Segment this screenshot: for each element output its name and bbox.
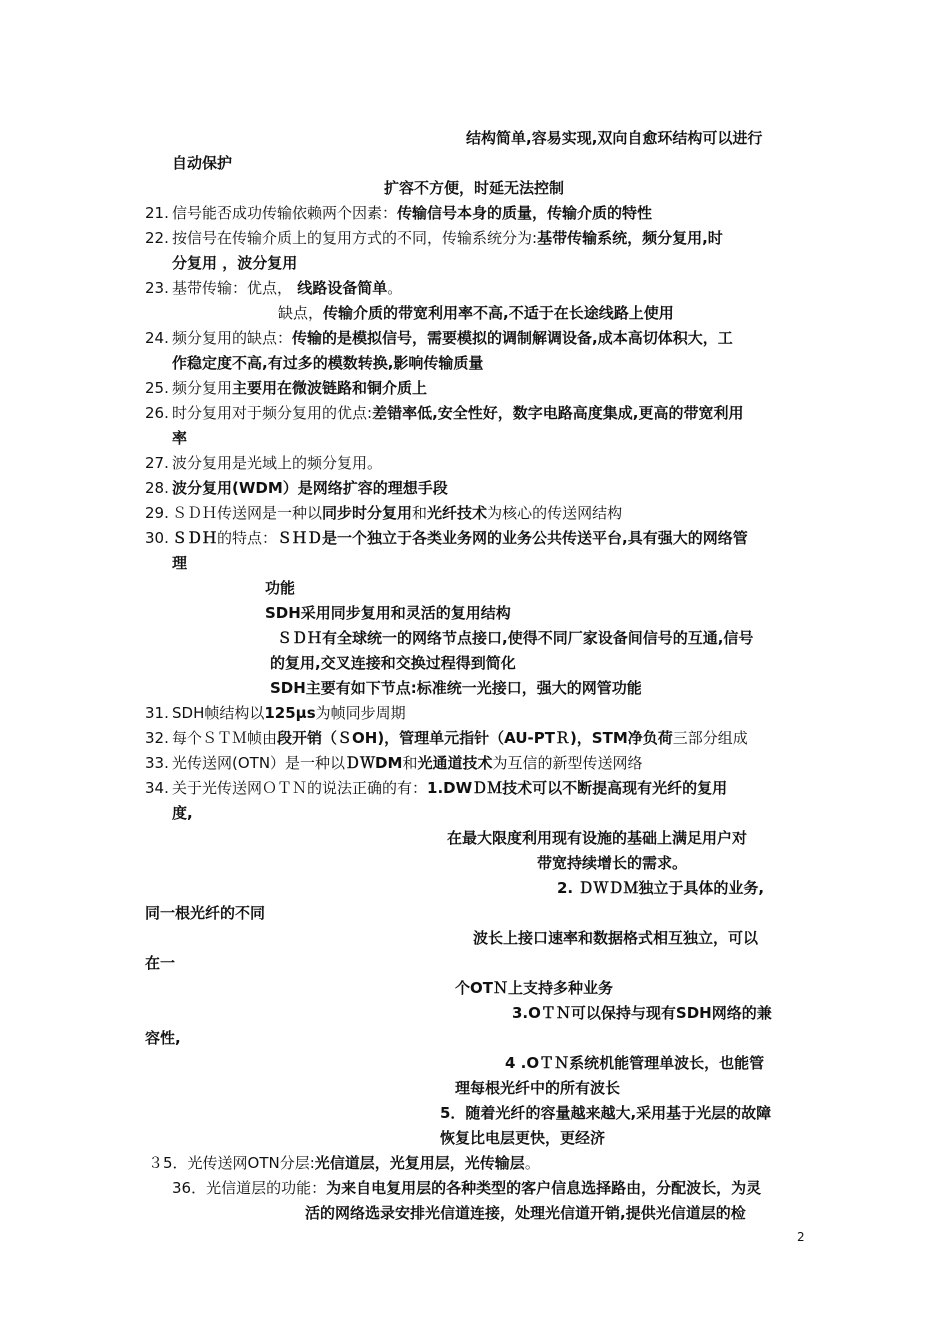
text-line bbox=[440, 1128, 605, 1148]
text-run: 结构简单,容易实现,双向自愈环结构可以进行 bbox=[466, 129, 763, 147]
text-run: 波分复用(WDM）是网络扩容的理想手段 bbox=[172, 479, 448, 497]
text-line bbox=[145, 1028, 181, 1048]
text-run: 在最大限度利用现有设施的基础上满足用户对 bbox=[447, 829, 748, 847]
list-number: 28. bbox=[145, 479, 169, 497]
list-number: 24. bbox=[145, 329, 169, 347]
text-line bbox=[172, 203, 652, 223]
text-run: 分复用 ，波分复用 bbox=[172, 254, 298, 272]
text-line bbox=[172, 403, 743, 423]
text-run: 差错率低,安全性好，数字电路高度集成,更高的带宽利用 bbox=[372, 404, 744, 422]
text-run: 1.DWＤＭ技术可以不断提高现有光纤的复用 bbox=[427, 779, 728, 797]
text-run: 扩容不方便，时延无法控制 bbox=[384, 179, 565, 197]
text-run: 的复用,交叉连接和交换过程得到简化 bbox=[270, 654, 516, 672]
list-number: 26. bbox=[145, 404, 169, 422]
text-run: 为帧同步周期 bbox=[315, 704, 406, 722]
text-run: 。 bbox=[387, 279, 403, 297]
text-line bbox=[455, 978, 613, 998]
list-number: 29. bbox=[145, 504, 169, 522]
text-run: 段开销（ＳOH)，管理单元指针（AU-PTＲ)，STM净负荷 bbox=[277, 729, 673, 747]
text-run: 线路设备简单 bbox=[292, 279, 388, 297]
text-line bbox=[277, 628, 753, 648]
text-run: ＤＷDM bbox=[345, 754, 403, 772]
text-run: 和 bbox=[412, 504, 428, 522]
text-run: 的特点： bbox=[217, 529, 278, 547]
list-number: 25. bbox=[145, 379, 169, 397]
text-run: 个OTＮ上支持多种业务 bbox=[455, 979, 613, 997]
list-number: 30. bbox=[145, 529, 169, 547]
text-line bbox=[172, 328, 733, 348]
text-line bbox=[455, 1078, 620, 1098]
page-number: 2 bbox=[797, 1230, 805, 1244]
text-line bbox=[172, 253, 297, 273]
text-line bbox=[265, 603, 511, 623]
list-number: 27. bbox=[145, 454, 169, 472]
text-line bbox=[172, 278, 402, 298]
text-run: 作稳定度不高,有过多的模数转换,影响传输质量 bbox=[172, 354, 484, 372]
text-line bbox=[172, 478, 448, 498]
text-run: 传输介质的带宽利用率不高,不适于在长途线路上使用 bbox=[323, 304, 674, 322]
text-run: 基带传输系统，频分复用,时 bbox=[537, 229, 723, 247]
text-line bbox=[172, 778, 727, 798]
text-run: 恢复比电层更快，更经济 bbox=[440, 1129, 606, 1147]
text-run: 主要用在微波链路和铜介质上 bbox=[232, 379, 428, 397]
text-run: 传输信号本身的质量，传输介质的特性 bbox=[397, 204, 653, 222]
text-run: 关于光传送网ＯＴＮ的说法正确的有： bbox=[172, 779, 428, 797]
text-run: 基带传输：优点， bbox=[172, 279, 293, 297]
text-line bbox=[537, 853, 687, 873]
text-run: 和 bbox=[402, 754, 418, 772]
text-line bbox=[172, 753, 642, 773]
text-run: 度, bbox=[172, 804, 193, 822]
text-line bbox=[172, 453, 382, 473]
text-run: SDH采用同步复用和灵活的复用结构 bbox=[265, 604, 511, 622]
text-run: 时分复用对于频分复用的优点: bbox=[172, 404, 373, 422]
text-run: 率 bbox=[172, 429, 188, 447]
text-line bbox=[466, 128, 762, 148]
text-line bbox=[505, 1053, 764, 1073]
text-run: 同一根光纤的不同 bbox=[145, 904, 266, 922]
text-run: 光纤技术 bbox=[427, 504, 488, 522]
text-line bbox=[172, 153, 232, 173]
text-run: 5．随着光纤的容量越来越大,采用基于光层的故障 bbox=[440, 1104, 772, 1122]
text-line bbox=[270, 653, 516, 673]
text-run: ＳＤＨ传送网是一种以 bbox=[172, 504, 323, 522]
text-line bbox=[172, 1178, 761, 1198]
text-line bbox=[172, 428, 187, 448]
text-run: 为核心的传送网结构 bbox=[487, 504, 623, 522]
text-run: 频分复用的缺点： bbox=[172, 329, 293, 347]
text-run: 为互信的新型传送网络 bbox=[492, 754, 643, 772]
text-line bbox=[145, 953, 175, 973]
text-run: 光通道技术 bbox=[417, 754, 493, 772]
list-number: 34. bbox=[145, 779, 169, 797]
list-number: 23. bbox=[145, 279, 169, 297]
text-line bbox=[172, 228, 723, 248]
text-line bbox=[440, 1103, 771, 1123]
text-run: 光信道层，光复用层，光传输层 bbox=[314, 1154, 525, 1172]
text-run: 带宽持续增长的需求。 bbox=[537, 854, 688, 872]
text-line bbox=[172, 528, 748, 548]
text-run: 按信号在传输介质上的复用方式的不同，传输系统分为: bbox=[172, 229, 538, 247]
text-run: 4 .OＴＮ系统机能管理单波长，也能管 bbox=[505, 1054, 765, 1072]
text-run: 功能 bbox=[265, 579, 296, 597]
text-run: 36．光信道层的功能： bbox=[172, 1179, 327, 1197]
text-run: 125μs bbox=[264, 704, 316, 722]
text-run: 理 bbox=[172, 554, 188, 572]
text-run: 频分复用 bbox=[172, 379, 233, 397]
text-run: ３5．光传送网OTN分层: bbox=[148, 1154, 315, 1172]
text-line bbox=[305, 1203, 746, 1223]
text-run: 三部分组成 bbox=[672, 729, 748, 747]
text-run: 波分复用是光域上的频分复用。 bbox=[172, 454, 383, 472]
list-number: 22. bbox=[145, 229, 169, 247]
text-run: 活的网络选录安排光信道连接，处理光信道开销,提供光信道层的检 bbox=[305, 1204, 746, 1222]
text-run: 每个ＳＴＭ帧由 bbox=[172, 729, 278, 747]
text-line bbox=[512, 1003, 772, 1023]
text-run: 理每根光纤中的所有波长 bbox=[455, 1079, 621, 1097]
text-run: ＳＤＨ bbox=[172, 529, 218, 547]
text-line bbox=[172, 553, 187, 573]
text-run: ＳＨＤ是一个独立于各类业务网的业务公共传送平台,具有强大的网络管 bbox=[277, 529, 748, 547]
text-run: 容性, bbox=[145, 1029, 181, 1047]
text-line bbox=[473, 928, 758, 948]
text-run: ＳＤＨ有全球统一的网络节点接口,使得不同厂家设备间信号的互通,信号 bbox=[277, 629, 754, 647]
text-run: 传输的是模拟信号，需要模拟的调制解调设备,成本高切体积大，工 bbox=[292, 329, 733, 347]
text-run: 信号能否成功传输依赖两个因素： bbox=[172, 204, 398, 222]
text-run: 。 bbox=[524, 1154, 540, 1172]
text-line bbox=[145, 903, 265, 923]
text-run: 为来自电复用层的各种类型的客户信息选择路由，分配波长，为灵 bbox=[326, 1179, 762, 1197]
text-line bbox=[172, 503, 622, 523]
text-line bbox=[172, 378, 427, 398]
text-run: 缺点， bbox=[278, 304, 324, 322]
text-line bbox=[265, 578, 295, 598]
text-line bbox=[270, 678, 642, 698]
text-line bbox=[557, 878, 764, 898]
text-run: SDH帧结构以 bbox=[172, 704, 265, 722]
text-line bbox=[447, 828, 747, 848]
text-line bbox=[172, 353, 483, 373]
text-run: SDH主要有如下节点:标准统一光接口，强大的网管功能 bbox=[270, 679, 642, 697]
text-line bbox=[172, 803, 193, 823]
text-run: 光传送网(OTN）是一种以 bbox=[172, 754, 346, 772]
text-run: 2. ＤＷＤＭ独立于具体的业务, bbox=[557, 879, 765, 897]
text-run: 在一 bbox=[145, 954, 176, 972]
text-line bbox=[148, 1153, 540, 1173]
list-number: 21. bbox=[145, 204, 169, 222]
text-run: 波长上接口速率和数据格式相互独立，可以 bbox=[473, 929, 759, 947]
list-number: 33. bbox=[145, 754, 169, 772]
list-number: 31. bbox=[145, 704, 169, 722]
text-line bbox=[172, 728, 748, 748]
text-line bbox=[384, 178, 564, 198]
text-line bbox=[278, 303, 674, 323]
list-number: 32. bbox=[145, 729, 169, 747]
text-run: 同步时分复用 bbox=[322, 504, 413, 522]
text-line bbox=[172, 703, 406, 723]
text-run: 自动保护 bbox=[172, 154, 233, 172]
text-run: 3.OＴＮ可以保持与现有SDH网络的兼 bbox=[512, 1004, 772, 1022]
